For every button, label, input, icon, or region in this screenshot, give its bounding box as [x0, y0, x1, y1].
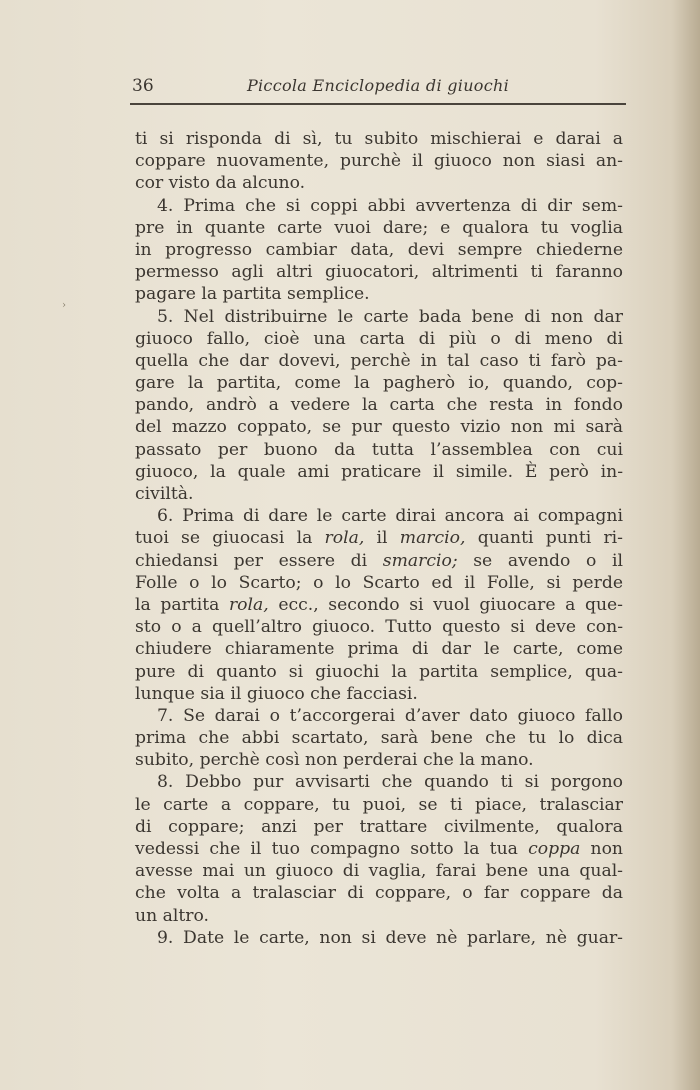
text-segment: vedessi che il tuo compagno sotto la tua [135, 839, 529, 859]
text-segment: le carte a coppare, tu puoi, se ti piace, tralasciar [135, 794, 623, 815]
running-header [132, 76, 624, 100]
running-title: Piccola Enciclopedia di giuochi [246, 76, 510, 95]
page-number: 36 [132, 76, 154, 96]
italic-term: rola, [324, 528, 365, 549]
text-segment: coppare nuovamente, purchè il giuoco non siasi an- [135, 151, 623, 172]
italic-term: marcio, [399, 528, 466, 549]
header-rule [130, 103, 626, 105]
text-segment: subito, perchè così non perderai che la mano. [135, 750, 534, 771]
text-segment: che volta a tralasciar di coppare, o far coppare da [135, 883, 623, 904]
text-segment: 4. Prima che si coppi abbi avvertenza di dir sem- [157, 195, 623, 216]
text-segment: 8. Debbo pur avvisarti che quando ti si porgono [157, 772, 623, 793]
text-line [135, 749, 623, 771]
text-line [135, 195, 623, 217]
text-segment: 5. Nel distribuirne le carte bada bene di non dar [157, 306, 623, 327]
text-segment: tuoi se giuocasi la [135, 528, 325, 549]
italic-term: rola, [228, 594, 269, 615]
text-segment: ti si risponda di sì, tu subito mischierai e darai a [135, 129, 623, 149]
text-line [135, 527, 623, 549]
text-segment: 6. Prima di dare le carte dirai ancora ai compagni [157, 506, 623, 527]
text-segment: di coppare; anzi per trattare civilmente, qualora [135, 816, 623, 837]
text-line [135, 594, 623, 616]
text-line [135, 905, 623, 927]
text-line [135, 483, 623, 505]
text-line [135, 128, 623, 150]
text-segment: cor visto da alcuno. [135, 173, 306, 194]
text-segment: il [364, 528, 400, 549]
scan-mark: › [62, 300, 66, 311]
text-line [135, 794, 623, 816]
text-segment: ecc., secondo si vuol giuocare a que- [268, 594, 623, 615]
text-segment: permesso agli altri giuocatori, altrimenti ti faranno [135, 262, 623, 283]
text-segment: prima che abbi scartato, sarà bene che tu lo dica [135, 728, 623, 749]
text-segment: 9. Date le carte, non si deve nè parlare, nè guar- [157, 927, 623, 948]
text-segment: civiltà. [135, 484, 194, 504]
text-line [135, 461, 623, 483]
text-segment: gare la partita, come la pagherò io, quando, cop- [135, 373, 623, 394]
text-segment: quella che dar dovevi, perchè in tal caso ti farò pa- [135, 350, 623, 371]
italic-term: smarcio; [382, 550, 458, 571]
italic-term: coppa [528, 839, 581, 859]
text-line [135, 172, 623, 194]
text-segment: giuoco fallo, cioè una carta di più o di meno di [135, 328, 623, 349]
text-line [135, 727, 623, 749]
text-segment: Folle o lo Scarto; o lo Scarto ed il Folle, si perde [135, 572, 623, 593]
text-line [135, 328, 623, 350]
text-line [135, 350, 623, 372]
text-segment: passato per buono da tutta l’assemblea con cui [135, 439, 623, 460]
text-line [135, 860, 623, 882]
text-line [135, 683, 623, 705]
text-line [135, 816, 623, 838]
text-line [135, 261, 623, 283]
text-line [135, 550, 623, 572]
text-line [135, 927, 623, 949]
text-segment: chiedansi per essere di [135, 550, 383, 571]
text-segment: se avendo o il [457, 550, 623, 571]
text-segment: avesse mai un giuoco di vaglia, farai bene una qual- [135, 861, 623, 882]
text-line [135, 572, 623, 594]
text-line [135, 616, 623, 638]
text-segment: pando, andrò a vedere la carta che resta in fondo [135, 395, 623, 416]
text-line [135, 394, 623, 416]
text-line [135, 705, 623, 727]
text-line [135, 638, 623, 660]
text-segment: la partita [135, 594, 229, 615]
text-segment: pagare la partita semplice. [135, 284, 370, 305]
text-segment: del mazzo coppato, se pur questo vizio non mi sarà [135, 417, 623, 438]
page-body-text [135, 128, 623, 949]
text-line [135, 661, 623, 683]
text-line [135, 439, 623, 461]
text-line [135, 838, 623, 860]
text-segment: pure di quanto si giuochi la partita semplice, qua- [135, 661, 623, 682]
text-line [135, 283, 623, 305]
text-segment: pre in quante carte vuoi dare; e qualora tu voglia [135, 217, 623, 238]
text-segment: giuoco, la quale ami praticare il simile. È però in- [135, 461, 623, 482]
text-segment: un altro. [135, 905, 209, 926]
text-line [135, 771, 623, 793]
text-line [135, 217, 623, 239]
text-segment: 7. Se darai o t’accorgerai d’aver dato giuoco fallo [157, 705, 623, 726]
text-segment: lunque sia il giuoco che facciasi. [135, 683, 418, 704]
text-segment: sto o a quell’altro giuoco. Tutto questo si deve con- [135, 617, 623, 638]
text-segment: in progresso cambiar data, devi sempre chiederne [135, 239, 623, 260]
text-line [135, 416, 623, 438]
text-segment: chiudere chiaramente prima di dar le carte, come [135, 639, 623, 660]
text-segment: non [580, 839, 623, 859]
text-line [135, 239, 623, 261]
text-segment: quanti punti ri- [465, 528, 623, 549]
text-line [135, 882, 623, 904]
text-line [135, 306, 623, 328]
text-line [135, 150, 623, 172]
text-line [135, 372, 623, 394]
text-line [135, 505, 623, 527]
